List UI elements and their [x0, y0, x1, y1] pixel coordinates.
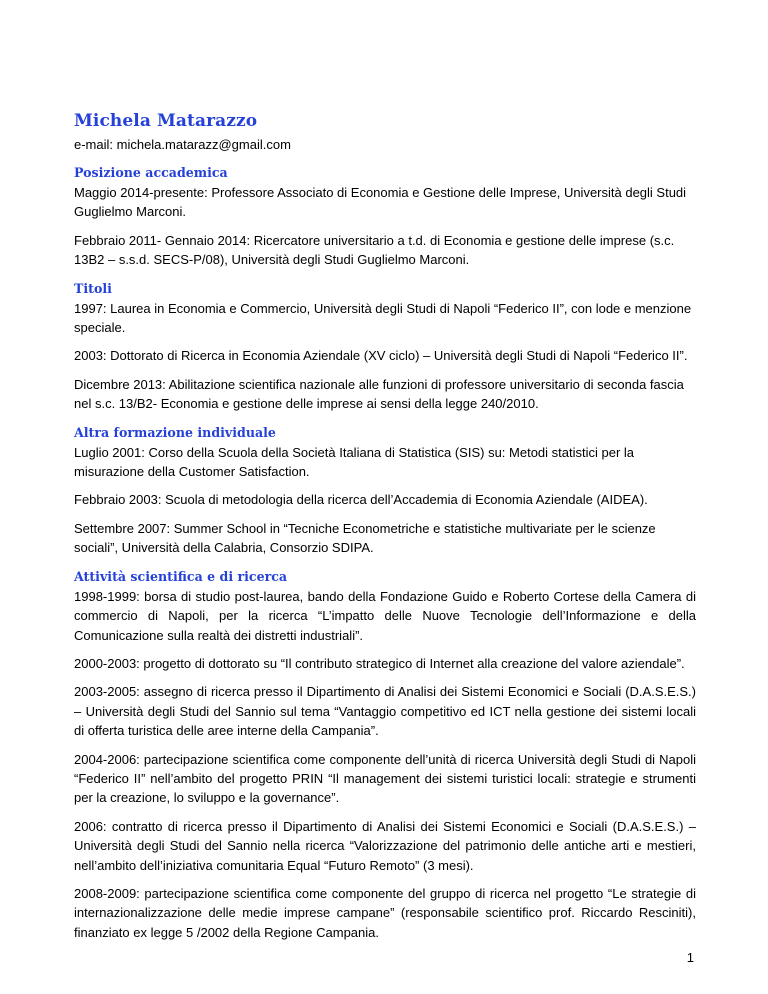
cv-document	[74, 110, 696, 951]
paragraph: 1997: Laurea in Economia e Commercio, Università degli Studi di Napoli “Federico II”, con lode e menzione speciale.	[74, 300, 692, 336]
paragraph: 2003-2005: assegno di ricerca presso il Dipartimento di Analisi dei Sistemi Economici e Sociali (D.A.S.E.S.) – Università degli Studi del Sannio sul tema “Vantaggio competitivo ed ICT nella gestione dei sistemi locali di offerta turistica delle aree interne della Campania”.	[74, 684, 696, 739]
section-titles	[74, 280, 696, 414]
paragraph: 2003: Dottorato di Ricerca in Economia Aziendale (XV ciclo) – Università degli Studi di Napoli “Federico II”.	[74, 348, 688, 364]
section-heading: Attività scientifica e di ricerca	[74, 568, 288, 584]
page-number: 1	[686, 950, 694, 965]
email-line: e-mail: michela.matarazz@gmail.com	[74, 137, 291, 152]
paragraph: Maggio 2014-presente: Professore Associato di Economia e Gestione delle Imprese, Università degli Studi Guglielmo Marconi.	[74, 185, 687, 220]
paragraph: Febbraio 2003: Scuola di metodologia della ricerca dell’Accademia di Economia Aziendale (AIDEA).	[74, 492, 648, 508]
paragraph: Dicembre 2013: Abilitazione scientifica nazionale alle funzioni di professore universitario di seconda fascia nel s.c. 13/B2- Economia e gestione delle imprese ai sensi della legge 240/2010.	[74, 376, 684, 412]
person-name: Michela Matarazzo	[74, 111, 258, 131]
section-heading: Altra formazione individuale	[74, 424, 276, 440]
section-heading: Posizione accademica	[74, 165, 228, 180]
paragraph: 2000-2003: progetto di dottorato su “Il contributo strategico di Internet alla creazione del valore aziendale”.	[74, 655, 685, 671]
section-heading: Titoli	[74, 280, 112, 296]
section-research-activity	[74, 568, 696, 943]
paragraph: 2008-2009: partecipazione scientifica come componente del gruppo di ricerca nel progetto “Le strategie di internazionalizzazione delle medie imprese campane” (responsabile scientifico prof. Riccardo Resciniti), finanziato ex legge 5 /2002 della Regione Campania.	[74, 885, 696, 940]
section-other-training	[74, 424, 696, 558]
paragraph: 2006: contratto di ricerca presso il Dipartimento di Analisi dei Sistemi Economici e Sociali (D.A.S.E.S.) – Università degli Studi del Sannio nella ricerca “Valorizzazione del patrimonio delle antiche arti e mestieri, nell’ambito dell’iniziativa comunitaria Equal “Futuro Remoto” (3 mesi).	[74, 818, 696, 873]
paragraph: Febbraio 2011- Gennaio 2014: Ricercatore universitario a t.d. di Economia e gestione delle imprese (s.c. 13B2 – s.s.d. SECS-P/08), Università degli Studi Guglielmo Marconi.	[74, 232, 675, 268]
section-academic-position	[74, 164, 696, 270]
paragraph: Luglio 2001: Corso della Scuola della Società Italiana di Statistica (SIS) su: Metodi statistici per la misurazione della Customer Satisfaction.	[74, 444, 635, 480]
paragraph: 2004-2006: partecipazione scientifica come componente dell’unità di ricerca Università degli Studi di Napoli “Federico II” nell’ambito del progetto PRIN “Il management dei sistemi turistici locali: strategie e strumenti per la creazione, lo sviluppo e la governance”.	[74, 751, 696, 806]
paragraph: 1998-1999: borsa di studio post-laurea, bando della Fondazione Guido e Roberto Cortese della Camera di commercio di Napoli, per la ricerca “L’impatto delle Nuove Tecnologie dell’Informazione e della Comunicazione sulla realtà dei distretti industriali”.	[74, 588, 696, 643]
paragraph: Settembre 2007: Summer School in “Tecniche Econometriche e statistiche multivariate per le scienze sociali”, Università della Calabria, Consorzio SDIPA.	[74, 520, 656, 556]
